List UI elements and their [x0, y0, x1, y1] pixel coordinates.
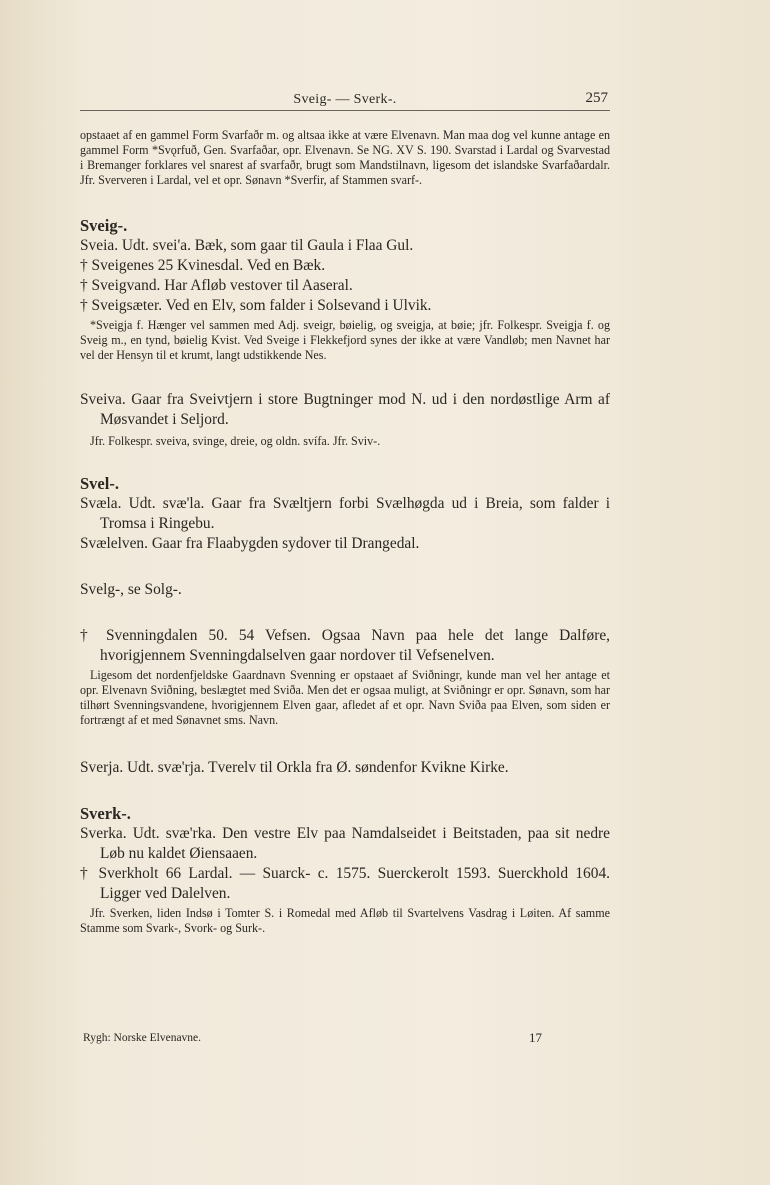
page-number: 257: [585, 90, 608, 106]
entry-paragraph: Sveiva. Gaar fra Sveivtjern i store Bugtninger mod N. ud i den nordøstlige Arm af Møsvandet i Seljord.: [80, 391, 610, 428]
entry-paragraph: † Sveigenes 25 Kvinesdal. Ved en Bæk.: [80, 257, 326, 274]
entry-paragraph: Sverka. Udt. svæ'rka. Den vestre Elv paa Namdalseidet i Beitstaden, paa sit nedre Løb nu kaldet Øiensaaen.: [80, 825, 610, 862]
entry-paragraph: † Svenningdalen 50. 54 Vefsen. Ogsaa Navn paa hele det lange Dalføre, hvorigjennem Svenningdalselven gaar nordover til Vefsenelven.: [80, 627, 610, 664]
sheet-number: 17: [529, 1030, 542, 1045]
printer-signature: Rygh: Norske Elvenavne.: [83, 1032, 202, 1044]
page-header: [80, 90, 610, 111]
entry-paragraph: Sveia. Udt. svei'a. Bæk, som gaar til Gaula i Flaa Gul.: [80, 237, 414, 254]
note-paragraph: Jfr. Folkespr. sveiva, svinge, dreie, og oldn. svífa. Jfr. Sviv-.: [90, 434, 381, 448]
entry-paragraph: † Sveigsæter. Ved en Elv, som falder i Solsevand i Ulvik.: [80, 297, 432, 314]
entry-paragraph: † Sveigvand. Har Afløb vestover til Aaseral.: [80, 277, 353, 294]
note-paragraph: opstaaet af en gammel Form Svarfaðr m. og altsaa ikke at være Elvenavn. Man maa dog vel kunne antage en gammel Form *Svǫrfuð, Gen. Svarfaðar, opr. Elvenavn. Se NG. XV S. 190. Svarstad i Lardal og Svarvestad i Bremanger forklares vel snarest af svarfaðr, brugt som Mandstilnavn, ligesom det islandske Svarfaðardalr. Jfr. Sververen i Lardal, vel et opr. Sønavn *Sverfir, af Stammen svarf-.: [80, 128, 610, 187]
running-title: Sveig- — Sverk-.: [293, 92, 397, 107]
note-paragraph: Ligesom det nordenfjeldske Gaardnavn Svenning er opstaaet af Sviðningr, kunde man vel her antage et opr. Elvenavn Sviðning, beslægtet med Sviða. Men det er ogsaa muligt, at Sviðningr er opr. Sønavn, som har tilhørt Svenningsvandene, hvorigjennem Elven gaar, afledet af et opr. Navn Sviða paa Elven, som siden er fortrængt af et med Sønavnet sms. Navn.: [80, 668, 610, 727]
page-body: [80, 128, 610, 936]
entry-paragraph: Svælelven. Gaar fra Flaabygden sydover til Drangedal.: [80, 535, 420, 552]
note-paragraph: Jfr. Sverken, liden Indsø i Tomter S. i Romedal med Afløb til Svartelvens Vasdrag i Løiten. Af samme Stamme som Svark-, Svork- og Surk-.: [80, 906, 610, 935]
entry-paragraph: Sverja. Udt. svæ'rja. Tverelv til Orkla fra Ø. søndenfor Kvikne Kirke.: [80, 759, 509, 776]
entry-paragraph: Svelg-, se Solg-.: [80, 581, 182, 598]
section-heading: Sverk-.: [80, 804, 131, 823]
note-paragraph: *Sveigja f. Hænger vel sammen med Adj. sveigr, bøielig, og sveigja, at bøie; jfr. Folkespr. Sveigja f. og Sveig m., en tynd, bøielig Kvist. Ved Sveige i Flekkefjord synes der ikke at være Vandløb; men Navnet har vel der Hensyn til et krumt, langt udstikkende Nes.: [80, 318, 610, 362]
section-heading: Sveig-.: [80, 216, 128, 235]
section-heading: Svel-.: [80, 474, 119, 493]
entry-paragraph: † Sverkholt 66 Lardal. — Suarck- c. 1575. Suerckerolt 1593. Suerckhold 1604. Ligger ved Dalelven.: [80, 865, 610, 902]
entry-paragraph: Svæla. Udt. svæ'la. Gaar fra Svæltjern forbi Svælhøgda ud i Breia, som falder i Tromsa i Ringebu.: [80, 495, 610, 532]
